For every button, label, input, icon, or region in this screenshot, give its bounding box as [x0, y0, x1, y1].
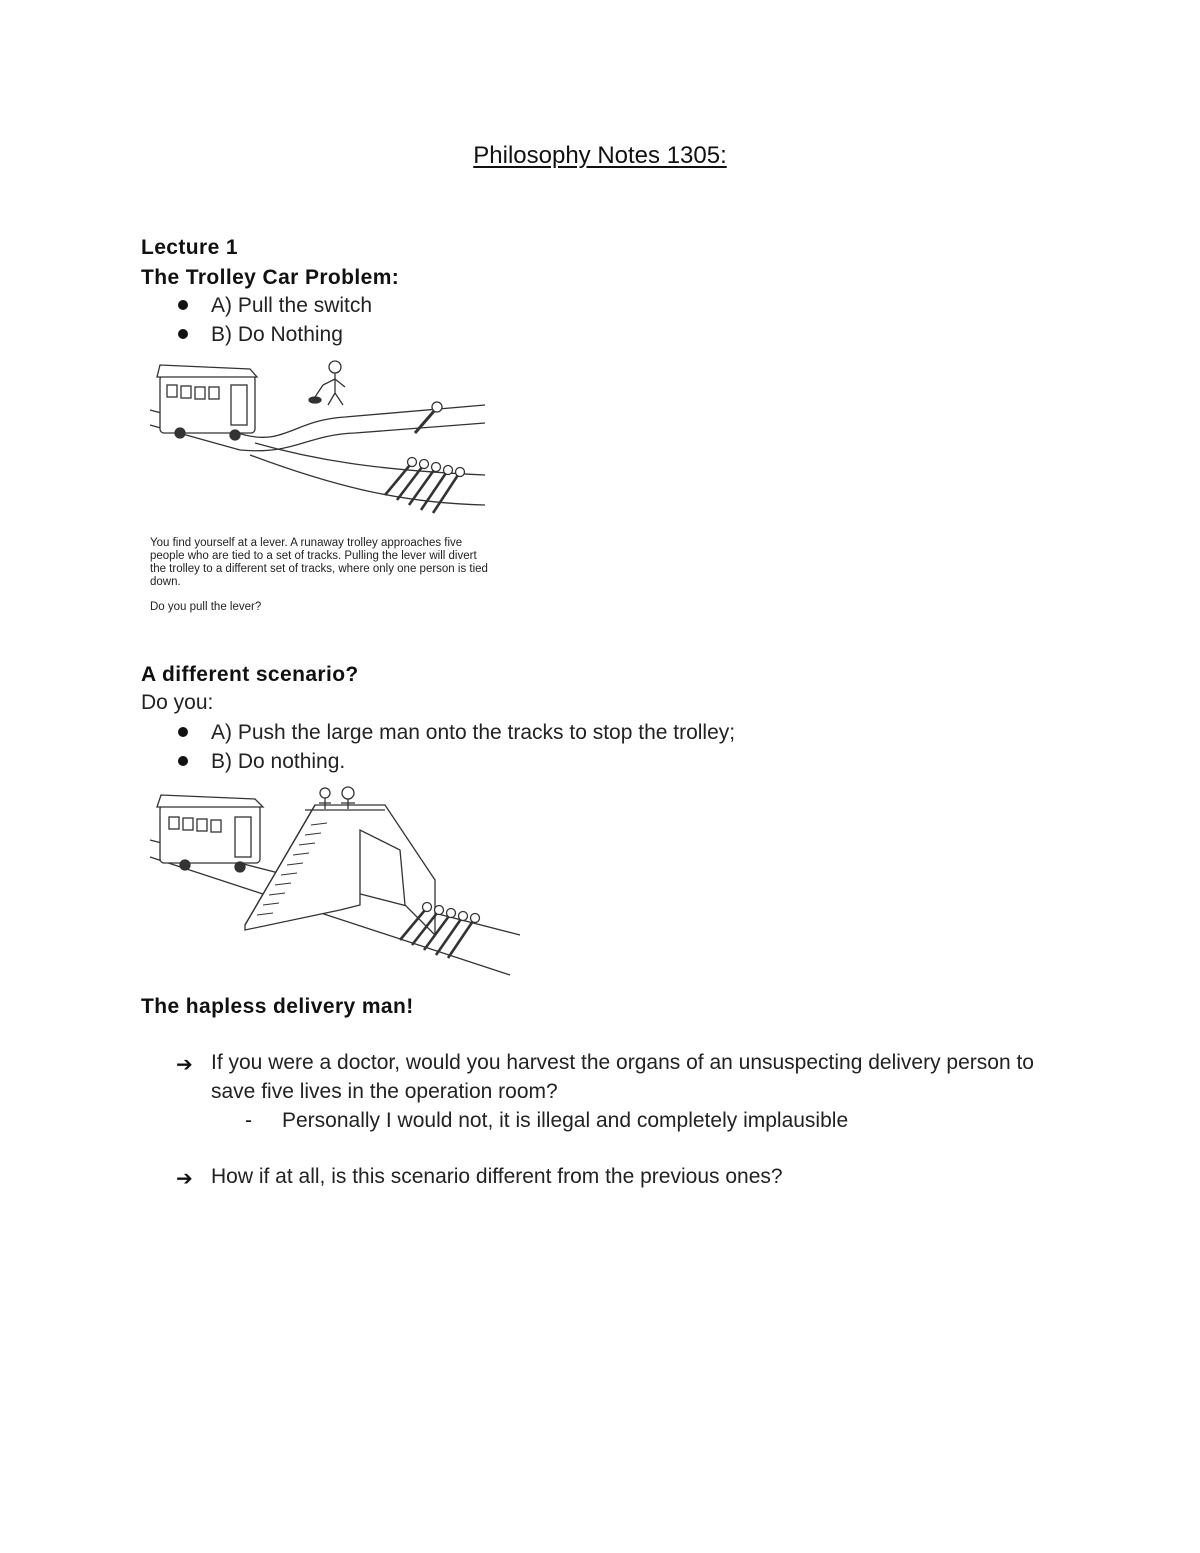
figure-caption-line: people who are tied to a set of tracks. Pulling the lever will divert	[150, 550, 477, 562]
arrow-icon: ➔	[176, 1054, 193, 1076]
figure-caption-line: down.	[150, 576, 181, 588]
bullet-icon	[178, 756, 188, 766]
trolley-lever-illustration	[145, 355, 490, 530]
option-a-push-man: A) Push the large man onto the tracks to stop the trolley;	[211, 721, 736, 744]
figure-caption-line: the trolley to a different set of tracks, where only one person is tied	[150, 563, 488, 575]
dash-marker: -	[245, 1109, 252, 1132]
option-a-pull-switch: A) Pull the switch	[211, 294, 373, 317]
lecture-heading: Lecture 1	[141, 236, 238, 259]
bullet-icon	[178, 727, 188, 737]
footbridge-illustration	[145, 785, 530, 980]
figure-question: Do you pull the lever?	[150, 601, 262, 613]
arrow-icon: ➔	[176, 1168, 193, 1190]
bullet-icon	[178, 300, 188, 310]
question-2: How if at all, is this scenario different from the previous ones?	[211, 1165, 783, 1188]
question-1-line-1: If you were a doctor, would you harvest the organs of an unsuspecting delivery person to	[211, 1051, 1034, 1074]
question-1-line-2: save five lives in the operation room?	[211, 1080, 558, 1103]
delivery-man-heading: The hapless delivery man!	[141, 995, 414, 1018]
option-b-do-nothing: B) Do Nothing	[211, 323, 343, 346]
do-you-text: Do you:	[141, 691, 214, 714]
different-scenario-heading: A different scenario?	[141, 663, 359, 686]
bullet-icon	[178, 329, 188, 339]
trolley-problem-heading: The Trolley Car Problem:	[141, 266, 400, 289]
answer-text: Personally I would not, it is illegal and completely implausible	[282, 1109, 849, 1132]
figure-caption-line: You find yourself at a lever. A runaway trolley approaches five	[150, 537, 463, 549]
option-b-do-nothing: B) Do nothing.	[211, 750, 346, 773]
page-title: Philosophy Notes 1305:	[473, 142, 727, 169]
